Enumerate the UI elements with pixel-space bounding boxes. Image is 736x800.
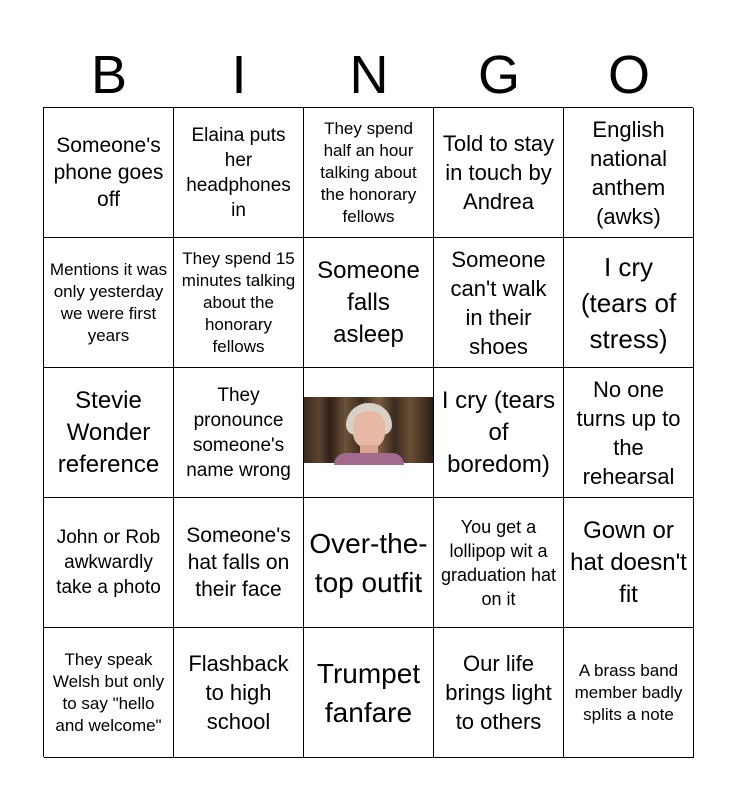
cell-text: English national anthem (awks) bbox=[589, 116, 668, 229]
bingo-cell[interactable] bbox=[564, 238, 694, 368]
header-letter-b: B bbox=[90, 45, 128, 105]
header-letter-i: I bbox=[231, 45, 247, 105]
cell-text: Mentions it was only yesterday we were first years bbox=[49, 259, 168, 345]
cell-text: Stevie Wonder reference bbox=[57, 386, 160, 478]
cell-text: Trumpet fanfare bbox=[316, 657, 421, 728]
header-letter-n: N bbox=[349, 45, 389, 105]
bingo-cell[interactable] bbox=[434, 368, 564, 498]
cell-text: They spend half an hour talking about the honorary fellows bbox=[320, 118, 417, 226]
bingo-cell[interactable] bbox=[44, 498, 174, 628]
bingo-cell[interactable] bbox=[434, 498, 564, 628]
bingo-cell[interactable] bbox=[174, 108, 304, 238]
bingo-cell[interactable] bbox=[174, 368, 304, 498]
header-letter-o: O bbox=[607, 45, 650, 105]
cell-text: Elaina puts her headphones in bbox=[186, 124, 291, 221]
bingo-cell[interactable] bbox=[174, 498, 304, 628]
cell-text: Our life brings light to others bbox=[445, 651, 552, 734]
free-space-cell[interactable] bbox=[304, 368, 434, 498]
bingo-cell[interactable] bbox=[44, 368, 174, 498]
bingo-header bbox=[44, 44, 694, 106]
cell-text: Someone can't walk in their shoes bbox=[450, 246, 547, 359]
cell-text: Over-the-top outfit bbox=[309, 527, 428, 598]
cell-text: A brass band member badly splits a note bbox=[574, 660, 683, 724]
cell-text: They speak Welsh but only to say "hello and welcome" bbox=[52, 649, 165, 735]
cell-text: Someone falls asleep bbox=[317, 256, 420, 348]
cell-text: Gown or hat doesn't fit bbox=[570, 516, 687, 608]
bingo-cell[interactable] bbox=[174, 238, 304, 368]
bingo-board bbox=[43, 107, 693, 757]
cell-text: Flashback to high school bbox=[188, 651, 289, 734]
cell-text: I cry (tears of stress) bbox=[580, 251, 677, 354]
bingo-cell[interactable] bbox=[44, 238, 174, 368]
bingo-cell[interactable] bbox=[174, 628, 304, 758]
cell-text: They spend 15 minutes talking about the honorary fellows bbox=[181, 248, 296, 356]
cell-text: Someone's hat falls on their face bbox=[186, 524, 291, 601]
cell-text: No one turns up to the rehearsal bbox=[576, 376, 681, 489]
bingo-cell[interactable] bbox=[564, 108, 694, 238]
portrait-photo bbox=[304, 397, 433, 463]
bingo-cell[interactable] bbox=[434, 628, 564, 758]
bingo-cell[interactable] bbox=[304, 108, 434, 238]
bingo-cell[interactable] bbox=[304, 628, 434, 758]
bingo-cell[interactable] bbox=[564, 628, 694, 758]
bingo-cell[interactable] bbox=[564, 368, 694, 498]
cell-text: John or Rob awkwardly take a photo bbox=[56, 527, 161, 598]
bingo-cell[interactable] bbox=[304, 498, 434, 628]
bingo-cell[interactable] bbox=[44, 628, 174, 758]
bingo-cell[interactable] bbox=[304, 238, 434, 368]
bingo-cell[interactable] bbox=[434, 238, 564, 368]
bingo-cell[interactable] bbox=[564, 498, 694, 628]
cell-text: You get a lollipop wit a graduation hat on it bbox=[440, 516, 557, 609]
cell-text: They pronounce someone's name wrong bbox=[186, 384, 291, 481]
cell-text: Someone's phone goes off bbox=[53, 134, 164, 211]
cell-text: I cry (tears of boredom) bbox=[441, 386, 556, 478]
bingo-cell[interactable] bbox=[434, 108, 564, 238]
header-letter-g: G bbox=[477, 45, 520, 105]
bingo-cell[interactable] bbox=[44, 108, 174, 238]
cell-text: Told to stay in touch by Andrea bbox=[442, 131, 555, 214]
